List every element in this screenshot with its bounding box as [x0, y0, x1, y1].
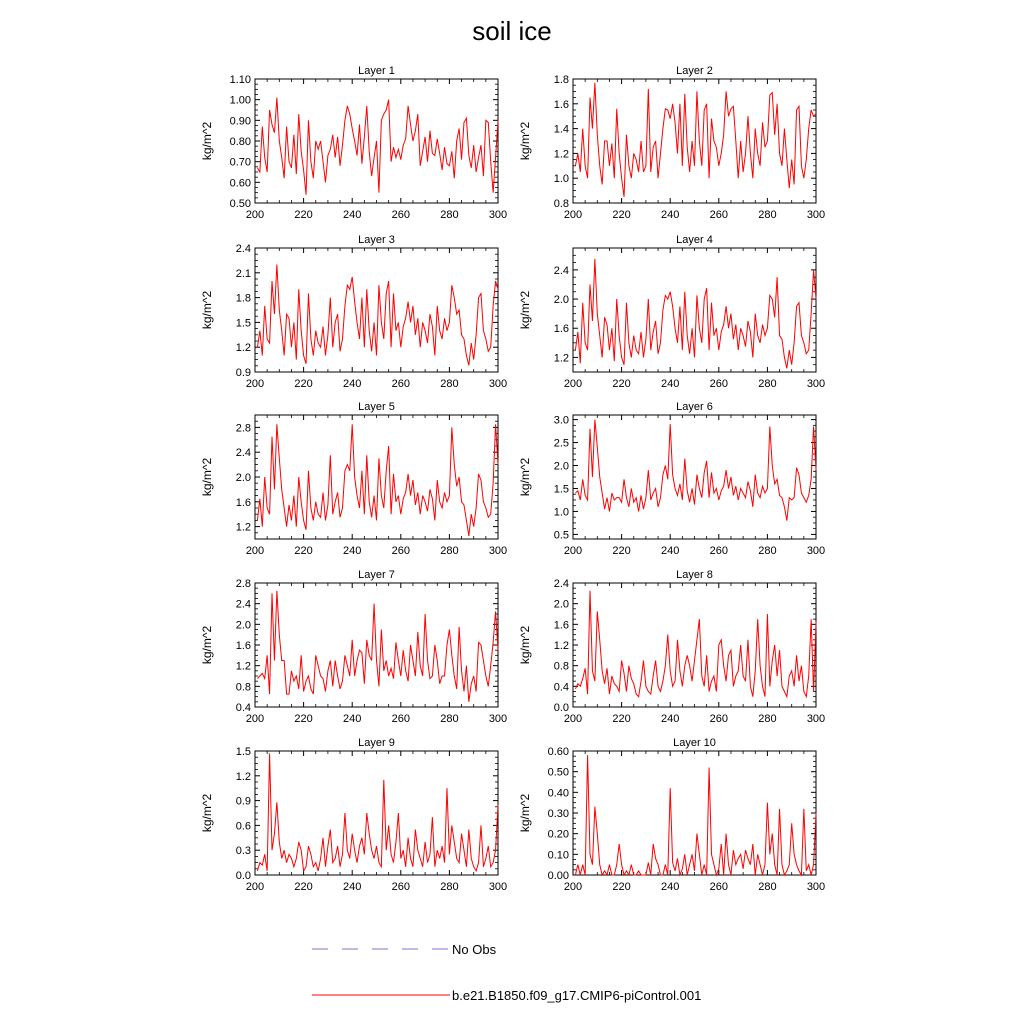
panel-8-ytick-label: 1.2: [553, 640, 569, 652]
panel-7-xtick-label: 200: [245, 713, 265, 725]
panel-3-xtick-label: 280: [440, 378, 459, 390]
panel-8-xtick-label: 260: [709, 713, 728, 725]
panel-6-ylabel: kg/m^2: [518, 457, 532, 497]
panel-5-series-line: [257, 424, 498, 536]
panel-8-ytick-label: 0.0: [553, 702, 569, 714]
panel-6-xtick-label: 200: [563, 545, 583, 557]
panel-3-xtick-label: 300: [488, 378, 508, 390]
panel-1-xtick-label: 260: [391, 209, 410, 221]
panel-9-xtick-label: 280: [440, 881, 459, 893]
panel-10-title: Layer 10: [673, 737, 716, 749]
panel-3-ytick-label: 1.5: [235, 317, 251, 330]
panel-8-xtick-label: 200: [563, 713, 583, 725]
panel-8-ytick-label: 2.4: [553, 578, 569, 590]
panel-7-series-line: [257, 591, 498, 702]
panel-10-xtick-label: 200: [563, 881, 583, 893]
panel-6-xtick-label: 280: [758, 545, 777, 557]
panel-9-xtick-label: 220: [294, 881, 313, 893]
panel-6-title: Layer 6: [676, 401, 713, 413]
panel-5-ytick-label: 1.6: [235, 496, 251, 509]
panel-4-xtick-label: 300: [806, 378, 826, 390]
panel-1-series-line: [257, 98, 498, 195]
panel-7-xtick-label: 300: [488, 713, 508, 725]
panel-2-ytick-label: 1.4: [553, 123, 569, 136]
panel-7-xtick-label: 220: [294, 713, 313, 725]
panel-4-xtick-label: 260: [709, 378, 728, 390]
panel-4-ylabel: kg/m^2: [518, 290, 532, 330]
panel-2-ytick-label: 0.8: [553, 198, 569, 210]
panel-7-xtick-label: 240: [343, 713, 362, 725]
panel-1-ytick-label: 0.60: [229, 177, 251, 190]
panel-8-xtick-label: 220: [612, 713, 631, 725]
panel-5-ylabel: kg/m^2: [200, 457, 214, 497]
panel-3-series-line: [257, 265, 498, 366]
panel-6-ytick-label: 2.5: [553, 437, 569, 450]
legend-model-label: b.e21.B1850.f09_g17.CMIP6-piControl.001: [452, 988, 702, 1003]
panel-10-xtick-label: 260: [709, 881, 728, 893]
panel-2-xtick-label: 240: [661, 209, 680, 221]
panel-10-xtick-label: 280: [758, 881, 777, 893]
panel-10-ytick-label: 0.00: [547, 870, 569, 882]
panel-3-ytick-label: 2.1: [235, 267, 251, 280]
panel-6-xtick-label: 260: [709, 545, 728, 557]
panel-2-xtick-label: 300: [806, 209, 826, 221]
panel-3-ytick-label: 1.8: [235, 292, 251, 305]
panel-4-ytick-label: 1.2: [553, 352, 569, 365]
panel-3-ytick-label: 1.2: [235, 342, 251, 355]
panel-10-xtick-label: 240: [661, 881, 680, 893]
panel-1-xtick-label: 300: [488, 209, 508, 221]
panel-1-ytick-label: 0.70: [229, 156, 251, 169]
panel-2-ytick-label: 1.6: [553, 98, 569, 111]
panel-6-ytick-label: 3.0: [553, 414, 569, 427]
panel-9-ytick-label: 0.3: [235, 845, 251, 858]
panel-10-xtick-label: 300: [806, 881, 826, 893]
panel-9-series-line: [257, 753, 498, 870]
panel-7-ytick-label: 0.4: [235, 702, 251, 714]
panel-8-frame: [573, 583, 816, 707]
panel-1-ytick-label: 1.00: [229, 94, 251, 107]
panel-2-xtick-label: 220: [612, 209, 631, 221]
panel-10-ytick-label: 0.20: [547, 828, 569, 841]
panel-7-title: Layer 7: [358, 569, 395, 581]
panel-2-title: Layer 2: [676, 65, 713, 77]
panel-2-ylabel: kg/m^2: [518, 121, 532, 161]
panel-2-ytick-label: 1.8: [553, 74, 569, 86]
panel-1-ytick-label: 0.50: [229, 198, 251, 210]
panel-6-series-line: [575, 420, 816, 521]
panel-4-xtick-label: 220: [612, 378, 631, 390]
panel-8-xtick-label: 300: [806, 713, 826, 725]
panel-2-ytick-label: 1.0: [553, 173, 569, 186]
panel-3-xtick-label: 200: [245, 378, 265, 390]
panel-1-ytick-label: 1.10: [229, 74, 251, 86]
panel-9-frame: [255, 751, 498, 875]
panel-8-series-line: [575, 591, 816, 697]
panel-4-xtick-label: 200: [563, 378, 583, 390]
panel-7-ytick-label: 1.6: [235, 640, 251, 652]
chart-title: soil ice: [472, 16, 552, 46]
panel-5-xtick-label: 260: [391, 545, 410, 557]
panel-4-ytick-label: 2.0: [553, 294, 569, 307]
panel-3-ytick-label: 2.4: [235, 243, 251, 255]
panel-9-title: Layer 9: [358, 737, 395, 749]
panel-10-ytick-label: 0.30: [547, 808, 569, 820]
panel-9-ytick-label: 0.6: [235, 820, 251, 833]
panel-9-xtick-label: 300: [488, 881, 508, 893]
panel-4-ytick-label: 1.6: [553, 323, 569, 336]
panel-5-xtick-label: 220: [294, 545, 313, 557]
panel-6-xtick-label: 240: [661, 545, 680, 557]
panel-5-xtick-label: 280: [440, 545, 459, 557]
panel-9-ytick-label: 0.0: [235, 870, 251, 882]
panel-2-ytick-label: 1.2: [553, 148, 569, 161]
panel-1-title: Layer 1: [358, 65, 395, 77]
panel-9-ytick-label: 1.2: [235, 770, 251, 783]
panel-2-frame: [573, 79, 816, 203]
panel-7-xtick-label: 260: [391, 713, 410, 725]
panel-1-ytick-label: 0.80: [229, 136, 251, 148]
panel-9-ylabel: kg/m^2: [200, 793, 214, 833]
panel-5-title: Layer 5: [358, 401, 395, 413]
panel-10-ytick-label: 0.40: [547, 787, 569, 800]
panel-1-xtick-label: 280: [440, 209, 459, 221]
panel-7-ylabel: kg/m^2: [200, 625, 214, 665]
panel-9-xtick-label: 260: [391, 881, 410, 893]
panel-7-ytick-label: 2.4: [235, 598, 251, 611]
panel-3-xtick-label: 260: [391, 378, 410, 390]
panel-5-xtick-label: 200: [245, 545, 265, 557]
panel-10-ytick-label: 0.10: [547, 849, 569, 862]
panel-10-ytick-label: 0.50: [547, 766, 569, 779]
panel-2-xtick-label: 280: [758, 209, 777, 221]
panel-6-ytick-label: 1.5: [553, 483, 569, 496]
panel-5-ytick-label: 2.0: [235, 472, 251, 484]
panel-2-xtick-label: 200: [563, 209, 583, 221]
panel-9-xtick-label: 240: [343, 881, 362, 893]
panel-1-xtick-label: 240: [343, 209, 362, 221]
panel-3-xtick-label: 220: [294, 378, 313, 390]
panel-10-ylabel: kg/m^2: [518, 793, 532, 833]
panel-5-ytick-label: 1.2: [235, 521, 251, 534]
panel-3-ytick-label: 0.9: [235, 367, 251, 379]
panel-3-title: Layer 3: [358, 234, 395, 246]
panel-1-ytick-label: 0.90: [229, 115, 251, 128]
panel-4-series-line: [575, 259, 816, 368]
panel-7-ytick-label: 2.0: [235, 619, 251, 632]
panel-8-ytick-label: 0.4: [553, 681, 569, 694]
panel-1-ylabel: kg/m^2: [200, 121, 214, 161]
panel-5-xtick-label: 240: [343, 545, 362, 557]
panel-8-title: Layer 8: [676, 569, 713, 581]
panel-5-xtick-label: 300: [488, 545, 508, 557]
panel-7-xtick-label: 280: [440, 713, 459, 725]
panel-8-ytick-label: 0.8: [553, 660, 569, 673]
panel-1-xtick-label: 220: [294, 209, 313, 221]
panel-6-ytick-label: 0.5: [553, 529, 569, 542]
panel-6-ytick-label: 1.0: [553, 506, 569, 519]
panel-6-frame: [573, 415, 816, 539]
legend-obs-label: No Obs: [452, 942, 497, 957]
panel-10-ytick-label: 0.60: [547, 746, 569, 758]
panel-10-series-line: [575, 755, 816, 875]
panel-5-ytick-label: 2.8: [235, 422, 251, 435]
panel-7-ytick-label: 2.8: [235, 578, 251, 590]
panel-3-ylabel: kg/m^2: [200, 290, 214, 330]
panel-9-ytick-label: 0.9: [235, 795, 251, 808]
panel-6-xtick-label: 220: [612, 545, 631, 557]
panel-8-ytick-label: 2.0: [553, 598, 569, 611]
panel-4-ytick-label: 2.4: [553, 264, 569, 277]
panel-7-ytick-label: 1.2: [235, 660, 251, 673]
panel-4-xtick-label: 280: [758, 378, 777, 390]
panel-3-xtick-label: 240: [343, 378, 362, 390]
panel-2-series-line: [575, 83, 816, 197]
panel-1-xtick-label: 200: [245, 209, 265, 221]
panel-5-ytick-label: 2.4: [235, 447, 251, 460]
panel-7-frame: [255, 583, 498, 707]
panel-6-ytick-label: 2.0: [553, 460, 569, 473]
panel-10-xtick-label: 220: [612, 881, 631, 893]
panel-6-xtick-label: 300: [806, 545, 826, 557]
panel-8-ylabel: kg/m^2: [518, 625, 532, 665]
panel-4-title: Layer 4: [676, 234, 713, 246]
panel-8-xtick-label: 240: [661, 713, 680, 725]
panel-9-xtick-label: 200: [245, 881, 265, 893]
panel-8-ytick-label: 1.6: [553, 619, 569, 632]
panel-8-xtick-label: 280: [758, 713, 777, 725]
panel-4-xtick-label: 240: [661, 378, 680, 390]
panel-9-ytick-label: 1.5: [235, 746, 251, 758]
panel-7-ytick-label: 0.8: [235, 681, 251, 694]
panel-2-xtick-label: 260: [709, 209, 728, 221]
